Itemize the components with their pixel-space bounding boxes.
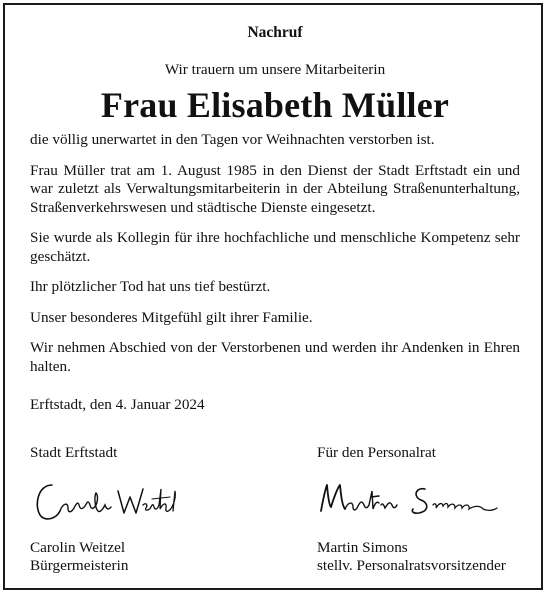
obituary-content bbox=[30, 24, 520, 415]
paragraph-2: Frau Müller trat am 1. August 1985 in den Dienst der Stadt Erftstadt ein und war zuletzt als Verwaltungsmitarbeiterin in der Abteilung Straßenunterhaltung, Straßenverkehrswesen und städtische Dienste eingesetzt. bbox=[30, 161, 520, 216]
handwritten-signature-right bbox=[317, 475, 502, 525]
signature-org-right: Für den Personalrat bbox=[317, 444, 436, 461]
signatory-name-right: Martin Simons bbox=[317, 538, 408, 556]
date-line: Erftstadt, den 4. Januar 2024 bbox=[30, 396, 205, 413]
signatory-role-left: Bürgermeisterin bbox=[30, 557, 129, 574]
paragraph-4: Ihr plötzlicher Tod hat uns tief bestürzt. bbox=[30, 278, 271, 295]
deceased-name: Frau Elisabeth Müller bbox=[100, 85, 450, 125]
paragraph-3: Sie wurde als Kollegin für ihre hochfachliche und menschliche Kompetenz sehr geschätzt. bbox=[30, 229, 520, 265]
signatory-role-right: stellv. Personalratsvorsitzender bbox=[317, 557, 506, 574]
signature-block-right bbox=[317, 444, 527, 576]
signatory-name-left: Carolin Weitzel bbox=[30, 538, 126, 556]
intro-line: Wir trauern um unsere Mitarbeiterin bbox=[164, 60, 386, 78]
paragraph-6: Wir nehmen Abschied von der Verstorbenen und werden ihr Andenken in Ehren halten. bbox=[30, 339, 520, 375]
obituary-heading: Nachruf bbox=[247, 24, 303, 41]
handwritten-signature-left bbox=[30, 475, 180, 525]
paragraph-5: Unser besonderes Mitgefühl gilt ihrer Familie. bbox=[30, 308, 313, 326]
signature-block-left bbox=[30, 444, 260, 576]
signature-org-left: Stadt Erftstadt bbox=[30, 444, 118, 461]
paragraph-1: die völlig unerwartet in den Tagen vor Weihnachten verstorben ist. bbox=[30, 131, 435, 148]
